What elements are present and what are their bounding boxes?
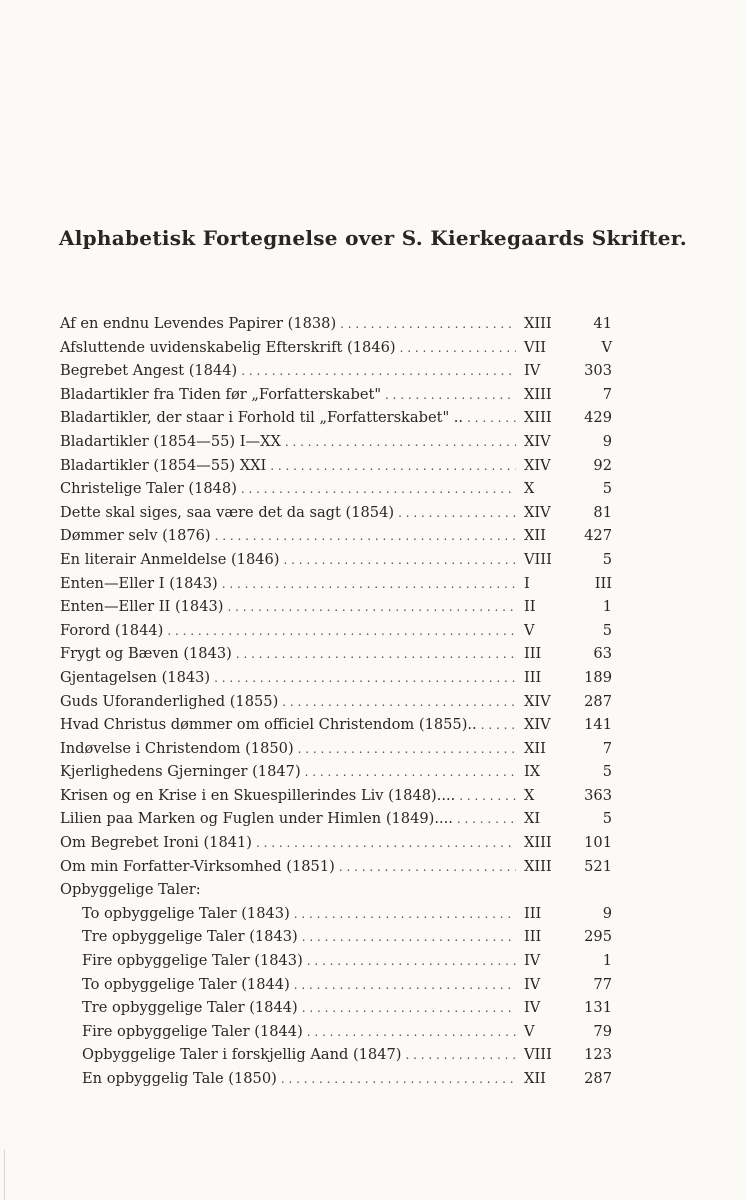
dot-leader [236,643,516,667]
entry-title: En opbyggelig Tale (1850) [82,1070,277,1087]
entry-page: 7 [602,739,612,757]
dot-leader [281,1068,516,1092]
entry-page: 9 [602,904,612,922]
entry-volume: XII [524,739,546,757]
dot-leader [282,691,516,715]
entry-page: 303 [584,362,612,380]
entry-volume: XII [524,527,546,545]
entry-title: Tre opbyggelige Taler (1843) [82,928,298,946]
dot-leader [215,525,516,549]
dot-leader [405,1044,516,1068]
toc-entry [60,548,612,572]
dot-leader [227,596,516,620]
toc-entry [60,406,612,430]
dot-leader [294,974,516,998]
dot-leader [302,926,516,950]
toc-entry [60,784,612,808]
entry-title: Hvad Christus dømmer om officiel Christendom (1855).. [60,716,477,734]
table-of-contents [60,312,612,1091]
toc-entry [60,855,612,879]
entry-title: Bladartikler (1854—55) XXI [60,456,267,474]
entry-title: Kjerlighedens Gjerninger (1847) [60,763,301,781]
entry-page: 429 [584,409,612,427]
entry-volume: V [524,1022,535,1040]
toc-entry [60,595,612,619]
dot-leader [385,384,516,408]
dot-leader [400,337,516,361]
dot-leader [339,856,516,880]
entry-volume: XI [524,810,541,828]
toc-entry [60,996,612,1020]
toc-entry [60,454,612,478]
dot-leader [222,573,516,597]
entry-title: Begrebet Angest (1844) [60,362,238,380]
toc-entry [60,619,612,643]
entry-volume: XIV [524,503,551,521]
entry-page: 101 [584,834,612,852]
entry-title: Christelige Taler (1848) [60,480,237,498]
toc-entry [60,642,612,666]
entry-page: 92 [593,456,612,474]
entry-volume: IX [524,763,541,781]
entry-page: 1 [602,952,612,970]
entry-volume: XII [524,1070,546,1087]
dot-leader [241,360,516,384]
entry-title: En literair Anmeldelse (1846) [60,550,280,568]
entry-page: 1 [602,598,612,616]
entry-page: 123 [584,1046,612,1064]
entry-volume: XIV [524,432,551,450]
dot-leader [167,620,516,644]
toc-entry [60,359,612,383]
entry-volume: III [524,928,542,946]
dot-leader [256,832,516,856]
toc-entry [60,973,612,997]
entry-volume: IV [524,999,541,1017]
entry-volume: VII [524,338,547,356]
toc-entry [60,831,612,855]
entry-title: Af en endnu Levendes Papirer (1838) [60,315,337,332]
entry-volume: II [524,598,536,616]
toc-entry [60,1043,612,1067]
entry-volume: V [524,621,535,639]
entry-title: To opbyggelige Taler (1843) [82,904,290,922]
entry-page: 287 [584,1070,612,1087]
entry-page: 295 [584,928,612,946]
dot-leader [459,785,516,809]
dot-leader [284,549,516,573]
entry-volume: VIII [524,1046,552,1064]
entry-volume: IV [524,362,541,380]
entry-page: 63 [593,645,612,663]
entry-volume: III [524,904,542,922]
entry-page: 427 [584,527,612,545]
dot-leader [307,1021,516,1045]
entry-title: Om min Forfatter-Virksomhed (1851) [60,857,335,875]
entry-title: Enten—Eller II (1843) [60,598,224,616]
page-edge-line [4,1150,5,1200]
toc-entry [60,902,612,926]
entry-title: Fire opbyggelige Taler (1843) [82,952,303,970]
toc-entry [60,383,612,407]
entry-volume: III [524,668,542,686]
dot-leader [467,407,516,431]
dot-leader [298,738,516,762]
entry-page: 5 [602,763,612,781]
toc-entry [60,690,612,714]
entry-page: 5 [602,480,612,498]
entry-page: V [601,338,612,356]
entry-volume: XIII [524,834,552,852]
toc-entry [60,1067,612,1091]
toc-entry [60,807,612,831]
entry-title: Opbyggelige Taler i forskjellig Aand (1847) [82,1046,402,1064]
entry-title: Opbyggelige Taler: [60,881,201,899]
entry-title: Indøvelse i Christendom (1850) [60,739,294,757]
entry-title: Afsluttende uvidenskabelig Efterskrift (1846) [60,338,396,356]
entry-page: 131 [584,999,612,1017]
entry-page: III [594,574,612,592]
page-title: Alphabetisk Fortegnelse over S. Kierkegaards Skrifter. [58,226,688,250]
entry-volume: XIII [524,409,552,427]
toc-entry [60,949,612,973]
entry-page: 287 [584,692,612,710]
entry-title: Krisen og en Krise i en Skuespillerindes Liv (1848).... [60,786,456,804]
entry-title: Lilien paa Marken og Fuglen under Himlen (1849).... [60,810,453,828]
dot-leader [307,950,516,974]
toc-entry [60,1020,612,1044]
toc-entry [60,737,612,761]
entry-page: 79 [593,1022,612,1040]
toc-entry [60,572,612,596]
entry-volume: XIII [524,315,552,332]
entry-page: 521 [584,857,612,875]
section-heading [60,878,612,902]
entry-title: Bladartikler, der staar i Forhold til „Forfatterskabet" .. [60,409,464,427]
dot-leader [214,667,516,691]
entry-volume: X [524,786,535,804]
entry-volume: XIV [524,716,551,734]
entry-title: Om Begrebet Ironi (1841) [60,834,252,852]
entry-page: 5 [602,810,612,828]
entry-volume: XIV [524,692,551,710]
entry-volume: I [524,574,530,592]
entry-volume: IV [524,952,541,970]
toc-entry [60,713,612,737]
entry-volume: XIII [524,385,552,403]
toc-entry [60,336,612,360]
dot-leader [302,997,516,1021]
entry-page: 41 [593,315,612,332]
dot-leader [285,431,516,455]
entry-page: 189 [584,668,612,686]
entry-title: Dette skal siges, saa være det da sagt (1854) [60,503,395,521]
entry-title: Bladartikler (1854—55) I—XX [60,432,281,450]
entry-volume: III [524,645,542,663]
dot-leader [398,502,516,526]
dot-leader [305,761,516,785]
entry-volume: IV [524,975,541,993]
dot-leader [457,808,516,832]
entry-page: 141 [584,716,612,734]
toc-entry [60,430,612,454]
toc-entry [60,312,612,336]
entry-page: 363 [584,786,612,804]
dot-leader [481,714,516,738]
dot-leader [294,903,516,927]
entry-page: 5 [602,550,612,568]
toc-entry [60,666,612,690]
dot-leader [340,313,516,337]
entry-title: Bladartikler fra Tiden før „Forfatterskabet" [60,385,382,403]
toc-entry [60,477,612,501]
toc-entry [60,925,612,949]
entry-title: Forord (1844) [60,621,164,639]
entry-title: Enten—Eller I (1843) [60,574,218,592]
entry-volume: XIII [524,857,552,875]
dot-leader [270,455,516,479]
entry-page: 5 [602,621,612,639]
entry-title: Fire opbyggelige Taler (1844) [82,1022,303,1040]
entry-page: 7 [602,385,612,403]
entry-title: Frygt og Bæven (1843) [60,645,232,663]
entry-title: Gjentagelsen (1843) [60,668,211,686]
entry-title: Dømmer selv (1876) [60,527,211,545]
entry-title: To opbyggelige Taler (1844) [82,975,290,993]
entry-title: Guds Uforanderlighed (1855) [60,692,279,710]
entry-volume: X [524,480,535,498]
toc-entry [60,501,612,525]
entry-volume: XIV [524,456,551,474]
toc-entry [60,760,612,784]
entry-page: 77 [593,975,612,993]
toc-entry [60,524,612,548]
entry-title: Tre opbyggelige Taler (1844) [82,999,298,1017]
entry-page: 9 [602,432,612,450]
entry-volume: VIII [524,550,552,568]
dot-leader [241,478,516,502]
entry-page: 81 [593,503,612,521]
